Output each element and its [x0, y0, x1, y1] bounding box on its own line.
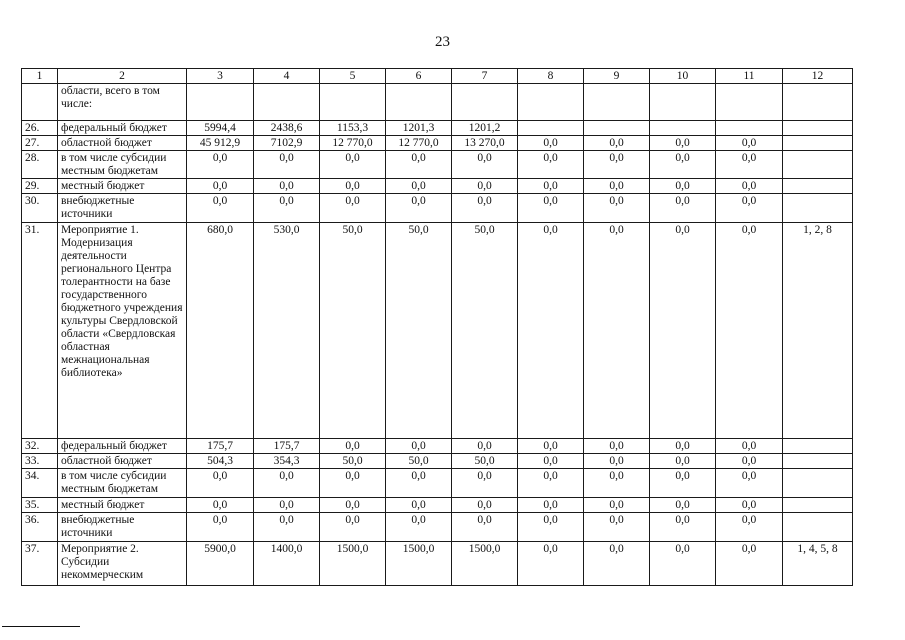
value-cell: 12 770,0 — [320, 136, 386, 151]
table-row — [22, 121, 853, 136]
value-cell: 0,0 — [187, 513, 254, 542]
row-number: 36. — [22, 513, 58, 542]
value-cell: 1201,2 — [452, 121, 518, 136]
value-cell — [584, 84, 650, 121]
row-number: 29. — [22, 179, 58, 194]
value-cell: 0,0 — [452, 513, 518, 542]
column-header: 8 — [518, 69, 584, 84]
value-cell: 0,0 — [187, 469, 254, 498]
column-header: 12 — [783, 69, 853, 84]
value-cell: 0,0 — [650, 179, 716, 194]
value-cell: 0,0 — [584, 179, 650, 194]
row-label: в том числе субсидии местным бюджетам — [58, 469, 187, 498]
column-header: 6 — [386, 69, 452, 84]
table-row — [22, 223, 853, 439]
value-cell: 0,0 — [254, 194, 320, 223]
value-cell: 1400,0 — [254, 542, 320, 586]
value-cell: 0,0 — [320, 439, 386, 454]
row-number: 31. — [22, 223, 58, 439]
value-cell: 50,0 — [386, 454, 452, 469]
row-number: 35. — [22, 498, 58, 513]
column-header: 1 — [22, 69, 58, 84]
value-cell: 0,0 — [452, 151, 518, 179]
value-cell: 175,7 — [254, 439, 320, 454]
value-cell: 0,0 — [650, 542, 716, 586]
value-cell: 13 270,0 — [452, 136, 518, 151]
value-cell: 0,0 — [386, 469, 452, 498]
row-number — [22, 84, 58, 121]
value-cell: 0,0 — [254, 469, 320, 498]
row-label: местный бюджет — [58, 179, 187, 194]
row-number: 30. — [22, 194, 58, 223]
value-cell: 0,0 — [650, 136, 716, 151]
value-cell: 175,7 — [187, 439, 254, 454]
row-label: Мероприятие 2. Субсидии некоммерческим — [58, 542, 187, 586]
target-indicators-cell — [783, 513, 853, 542]
row-label: областной бюджет — [58, 136, 187, 151]
value-cell — [518, 84, 584, 121]
value-cell — [254, 84, 320, 121]
value-cell: 7102,9 — [254, 136, 320, 151]
value-cell: 0,0 — [716, 498, 783, 513]
value-cell: 0,0 — [716, 151, 783, 179]
value-cell — [518, 121, 584, 136]
value-cell: 1500,0 — [452, 542, 518, 586]
row-number: 28. — [22, 151, 58, 179]
column-header: 9 — [584, 69, 650, 84]
value-cell: 0,0 — [584, 223, 650, 439]
value-cell: 1201,3 — [386, 121, 452, 136]
value-cell: 0,0 — [254, 179, 320, 194]
table-row — [22, 151, 853, 179]
value-cell: 0,0 — [518, 542, 584, 586]
row-label: в том числе субсидии местным бюджетам — [58, 151, 187, 179]
value-cell: 0,0 — [386, 498, 452, 513]
page-number: 23 — [435, 34, 450, 50]
table-row — [22, 513, 853, 542]
value-cell — [386, 84, 452, 121]
value-cell: 0,0 — [518, 513, 584, 542]
value-cell — [716, 84, 783, 121]
value-cell: 0,0 — [518, 498, 584, 513]
value-cell: 0,0 — [650, 151, 716, 179]
value-cell — [716, 121, 783, 136]
value-cell: 0,0 — [716, 136, 783, 151]
value-cell: 0,0 — [584, 513, 650, 542]
value-cell: 504,3 — [187, 454, 254, 469]
value-cell: 0,0 — [254, 498, 320, 513]
row-label: федеральный бюджет — [58, 121, 187, 136]
target-indicators-cell — [783, 469, 853, 498]
value-cell — [320, 84, 386, 121]
target-indicators-cell: 1, 2, 8 — [783, 223, 853, 439]
value-cell: 0,0 — [386, 151, 452, 179]
value-cell: 680,0 — [187, 223, 254, 439]
footer-rule — [2, 626, 80, 627]
row-label: Мероприятие 1. Модернизация деятельности регионального Центра толерантности на базе государственного бюджетного учреждения культуры Свердловской области «Свердловская областная межнациональная библиотека» — [58, 223, 187, 439]
row-number: 26. — [22, 121, 58, 136]
value-cell: 0,0 — [320, 469, 386, 498]
value-cell: 0,0 — [518, 439, 584, 454]
value-cell: 0,0 — [584, 439, 650, 454]
value-cell: 354,3 — [254, 454, 320, 469]
row-number: 37. — [22, 542, 58, 586]
value-cell: 0,0 — [518, 179, 584, 194]
value-cell: 0,0 — [320, 513, 386, 542]
value-cell: 0,0 — [716, 223, 783, 439]
value-cell: 0,0 — [452, 469, 518, 498]
value-cell: 0,0 — [584, 542, 650, 586]
target-indicators-cell — [783, 454, 853, 469]
value-cell: 0,0 — [716, 542, 783, 586]
budget-table — [21, 68, 853, 586]
value-cell: 50,0 — [386, 223, 452, 439]
target-indicators-cell — [783, 151, 853, 179]
value-cell: 0,0 — [254, 151, 320, 179]
value-cell: 12 770,0 — [386, 136, 452, 151]
row-label: местный бюджет — [58, 498, 187, 513]
row-number: 34. — [22, 469, 58, 498]
row-number: 32. — [22, 439, 58, 454]
value-cell: 0,0 — [187, 151, 254, 179]
table-row — [22, 194, 853, 223]
value-cell: 1500,0 — [320, 542, 386, 586]
value-cell: 0,0 — [518, 151, 584, 179]
column-header: 5 — [320, 69, 386, 84]
row-label: области, всего в том числе: — [58, 84, 187, 121]
column-header: 7 — [452, 69, 518, 84]
value-cell: 2438,6 — [254, 121, 320, 136]
row-label: внебюджетные источники — [58, 513, 187, 542]
value-cell: 0,0 — [650, 469, 716, 498]
table-row — [22, 542, 853, 586]
value-cell: 50,0 — [452, 454, 518, 469]
table-row — [22, 136, 853, 151]
table-body — [22, 84, 853, 586]
value-cell: 0,0 — [518, 194, 584, 223]
row-label: внебюджетные источники — [58, 194, 187, 223]
value-cell: 0,0 — [716, 469, 783, 498]
value-cell: 0,0 — [452, 498, 518, 513]
value-cell: 0,0 — [187, 179, 254, 194]
column-header: 10 — [650, 69, 716, 84]
table-row — [22, 454, 853, 469]
target-indicators-cell — [783, 498, 853, 513]
value-cell: 1153,3 — [320, 121, 386, 136]
table-row — [22, 84, 853, 121]
target-indicators-cell — [783, 84, 853, 121]
column-header: 2 — [58, 69, 187, 84]
value-cell: 0,0 — [584, 469, 650, 498]
value-cell: 0,0 — [518, 223, 584, 439]
value-cell: 0,0 — [187, 194, 254, 223]
value-cell: 0,0 — [518, 469, 584, 498]
value-cell: 0,0 — [650, 454, 716, 469]
target-indicators-cell — [783, 179, 853, 194]
value-cell: 0,0 — [320, 179, 386, 194]
value-cell: 0,0 — [386, 513, 452, 542]
value-cell: 0,0 — [650, 194, 716, 223]
value-cell: 0,0 — [320, 498, 386, 513]
value-cell: 0,0 — [320, 151, 386, 179]
value-cell: 0,0 — [584, 136, 650, 151]
value-cell: 0,0 — [584, 151, 650, 179]
value-cell: 0,0 — [187, 498, 254, 513]
target-indicators-cell — [783, 121, 853, 136]
target-indicators-cell — [783, 194, 853, 223]
value-cell — [650, 121, 716, 136]
value-cell: 0,0 — [650, 513, 716, 542]
table-row — [22, 439, 853, 454]
value-cell: 0,0 — [254, 513, 320, 542]
value-cell — [452, 84, 518, 121]
table-row — [22, 179, 853, 194]
table-row — [22, 498, 853, 513]
value-cell: 1500,0 — [386, 542, 452, 586]
column-header: 4 — [254, 69, 320, 84]
value-cell: 0,0 — [650, 498, 716, 513]
value-cell — [187, 84, 254, 121]
value-cell: 0,0 — [518, 136, 584, 151]
row-number: 33. — [22, 454, 58, 469]
value-cell: 0,0 — [584, 454, 650, 469]
value-cell: 0,0 — [650, 223, 716, 439]
value-cell: 0,0 — [584, 194, 650, 223]
value-cell — [650, 84, 716, 121]
value-cell: 0,0 — [650, 439, 716, 454]
table-row — [22, 469, 853, 498]
row-label: областной бюджет — [58, 454, 187, 469]
target-indicators-cell — [783, 439, 853, 454]
row-label: федеральный бюджет — [58, 439, 187, 454]
value-cell: 0,0 — [716, 439, 783, 454]
column-header: 3 — [187, 69, 254, 84]
value-cell: 0,0 — [716, 513, 783, 542]
value-cell: 0,0 — [386, 194, 452, 223]
value-cell: 5994,4 — [187, 121, 254, 136]
column-header: 11 — [716, 69, 783, 84]
value-cell: 45 912,9 — [187, 136, 254, 151]
value-cell: 50,0 — [320, 223, 386, 439]
value-cell: 0,0 — [716, 194, 783, 223]
value-cell: 50,0 — [452, 223, 518, 439]
header-row — [22, 69, 853, 84]
value-cell: 50,0 — [320, 454, 386, 469]
target-indicators-cell: 1, 4, 5, 8 — [783, 542, 853, 586]
value-cell: 0,0 — [452, 439, 518, 454]
value-cell: 0,0 — [716, 454, 783, 469]
value-cell: 0,0 — [386, 179, 452, 194]
value-cell: 0,0 — [584, 498, 650, 513]
value-cell — [584, 121, 650, 136]
value-cell: 0,0 — [452, 179, 518, 194]
target-indicators-cell — [783, 136, 853, 151]
value-cell: 0,0 — [716, 179, 783, 194]
value-cell: 0,0 — [518, 454, 584, 469]
value-cell: 5900,0 — [187, 542, 254, 586]
value-cell: 0,0 — [452, 194, 518, 223]
row-number: 27. — [22, 136, 58, 151]
value-cell: 0,0 — [320, 194, 386, 223]
value-cell: 0,0 — [386, 439, 452, 454]
value-cell: 530,0 — [254, 223, 320, 439]
